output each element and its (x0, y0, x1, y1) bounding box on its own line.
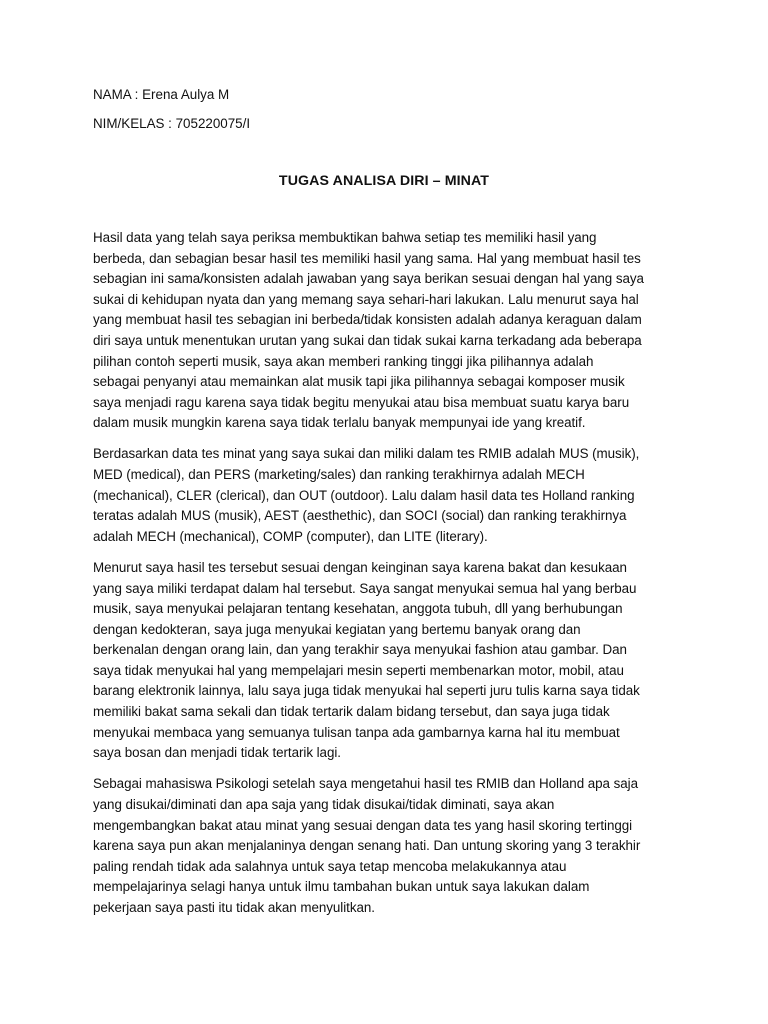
document-title: TUGAS ANALISA DIRI – MINAT (278, 173, 490, 189)
text-line: dalam musik mungkin karena saya tidak terlalu banyak mempunyai ide yang kreatif. (93, 415, 586, 431)
text-line: sebagian ini sama/konsisten adalah jawaban yang saya berikan sesuai dengan hal yang saya (93, 271, 644, 287)
document-body (93, 228, 663, 929)
paragraph-4 (93, 774, 663, 918)
text-line: menyukai membaca yang semuanya tulisan tanpa ada gambarnya karna hal itu membuat (93, 724, 620, 740)
text-line: yang membuat hasil tes sebagian ini berbeda/tidak konsisten adalah adanya keraguan dalam (93, 312, 642, 328)
text-line: saya menjadi ragu karena saya tidak begitu menyukai atau bisa membuat suatu karya baru (93, 394, 630, 410)
text-line: adalah MECH (mechanical), COMP (computer), dan LITE (literary). (93, 528, 488, 544)
text-line: saya bosan dan menjadi tidak tertarik lagi. (93, 745, 341, 761)
text-line: MED (medical), dan PERS (marketing/sales) dan ranking terakhirnya adalah MECH (93, 467, 585, 483)
text-line: mengembangkan bakat atau minat yang sesuai dengan data tes yang hasil skoring tertinggi (93, 817, 633, 833)
student-name: NAMA : Erena Aulya M (93, 87, 230, 102)
text-line: karena saya pun akan menjalaninya dengan senang hati. Dan untung skoring yang 3 terakhir (93, 838, 641, 854)
text-line: yang disukai/diminati dan apa saja yang tidak disukai/tidak diminati, saya akan (93, 796, 555, 812)
text-line: Menurut saya hasil tes tersebut sesuai dengan keinginan saya karena bakat dan kesukaan (93, 559, 627, 575)
text-line: pilihan contoh seperti musik, saya akan memberi ranking tinggi jika pilihannya adalah (93, 353, 594, 369)
text-line: sebagai penyanyi atau memainkan alat musik tapi jika pilihannya sebagai komposer musik (93, 374, 625, 390)
student-id-class: NIM/KELAS : 705220075/I (93, 116, 251, 131)
text-line: berbeda, dan sebagian besar hasil tes memiliki hasil yang sama. Hal yang membuat hasil tes (93, 250, 641, 266)
text-line: Berdasarkan data tes minat yang saya sukai dan miliki dalam tes RMIB adalah MUS (musik), (93, 446, 640, 462)
text-line: berkenalan dengan orang lain, dan yang terakhir saya menyukai fashion atau gambar. Dan (93, 642, 627, 658)
text-line: musik, saya menyukai pelajaran tentang kesehatan, anggota tubuh, dll yang berhubungan (93, 601, 623, 617)
text-line: paling rendah tidak ada salahnya untuk saya tetap mencoba melakukannya atau (93, 858, 567, 874)
paragraph-2 (93, 444, 663, 547)
text-line: barang elektronik lainnya, lalu saya juga tidak menyukai hal seperti juru tulis karna saya tidak (93, 683, 640, 699)
text-line: yang saya miliki terdapat dalam hal tersebut. Saya sangat menyukai semua hal yang berbau (93, 580, 637, 596)
text-line: mempelajarinya selagi hanya untuk ilmu tambahan bukan untuk saya lakukan dalam (93, 879, 590, 895)
text-line: teratas adalah MUS (musik), AEST (aesthethic), dan SOCI (social) dan ranking terakhirnya (93, 508, 627, 524)
text-line: dengan kedokteran, saya juga menyukai kegiatan yang bertemu banyak orang dan (93, 621, 581, 637)
paragraph-3 (93, 558, 663, 764)
text-line: memiliki bakat sama sekali dan tidak tertarik dalam bidang tersebut, dan saya juga tidak (93, 704, 610, 720)
paragraph-1 (93, 228, 663, 434)
text-line: pekerjaan saya pasti itu tidak akan menyulitkan. (93, 899, 375, 915)
text-line: saya tidak menyukai hal yang mempelajari mesin seperti membenarkan motor, mobil, atau (93, 662, 624, 678)
text-line: (mechanical), CLER (clerical), dan OUT (outdoor). Lalu dalam hasil data tes Holland ranking (93, 487, 635, 503)
text-line: Hasil data yang telah saya periksa membuktikan bahwa setiap tes memiliki hasil yang (93, 230, 597, 245)
text-line: diri saya untuk menentukan urutan yang sukai dan tidak sukai karna terkadang ada beberapa (93, 332, 642, 348)
text-line: Sebagai mahasiswa Psikologi setelah saya mengetahui hasil tes RMIB dan Holland apa saja (93, 776, 638, 792)
text-line: sukai di kehidupan nyata dan yang memang saya sehari-hari lakukan. Lalu menurut saya hal (93, 291, 639, 307)
